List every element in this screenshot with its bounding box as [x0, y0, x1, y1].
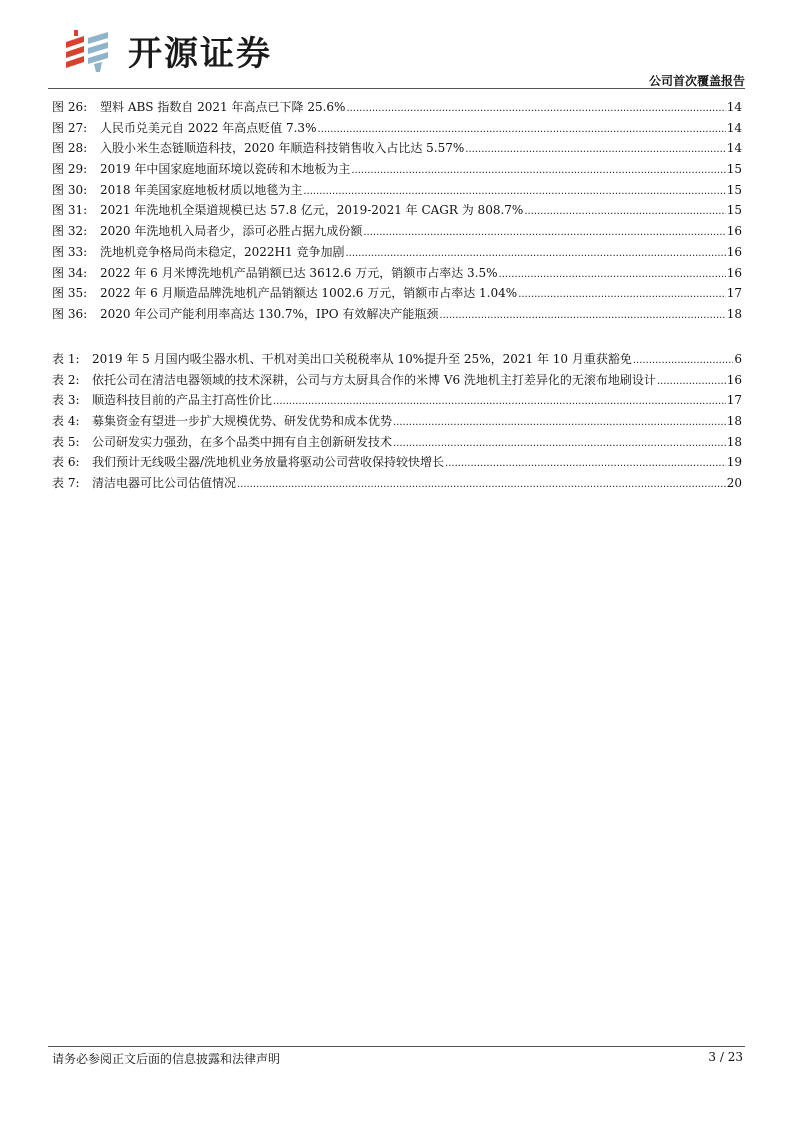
- table-entry[interactable]: [52, 391, 742, 412]
- entry-label: 表 6:: [52, 455, 80, 470]
- figure-entry[interactable]: [52, 119, 742, 140]
- table-list: [52, 350, 742, 495]
- entry-label: 图 29:: [52, 162, 88, 177]
- entry-title[interactable]: 我们预计无线吸尘器/洗地机业务放量将驱动公司营收保持较快增长: [92, 455, 445, 470]
- entry-label: 图 35:: [52, 286, 88, 301]
- figure-entry[interactable]: [52, 160, 742, 181]
- page-number: 3 / 23: [708, 1050, 743, 1064]
- entry-label: 表 1:: [52, 352, 80, 366]
- entry-title[interactable]: 2018 年美国家庭地板材质以地毯为主: [100, 182, 303, 197]
- table-entry[interactable]: [52, 371, 742, 392]
- footer-divider: [48, 1046, 745, 1047]
- entry-title[interactable]: 2019 年中国家庭地面环境以瓷砖和木地板为主: [100, 162, 351, 177]
- entry-label: 图 36:: [52, 306, 88, 321]
- entry-page[interactable]: 18: [726, 414, 742, 429]
- entry-title[interactable]: 2020 年洗地机入局者少，添可必胜占据九成份额: [100, 224, 363, 239]
- entry-label: 表 7:: [52, 476, 80, 491]
- entry-title[interactable]: 2022 年 6 月顺造品牌洗地机产品销额达 1002.6 万元，销额市占率达 1.04%: [100, 286, 518, 301]
- dot-leader: [345, 248, 725, 259]
- entry-label: 图 33:: [52, 244, 88, 259]
- entry-label: 图 28:: [52, 141, 88, 156]
- dot-leader: [524, 206, 725, 217]
- entry-page[interactable]: 18: [726, 306, 742, 321]
- dot-leader: [273, 396, 726, 407]
- figure-entry[interactable]: [52, 243, 742, 264]
- entry-title[interactable]: 2022 年 6 月米博洗地机产品销额已达 3612.6 万元，销额市占率达 3.5%: [100, 265, 498, 280]
- footer-disclaimer: 请务必参阅正文后面的信息披露和法律声明: [52, 1052, 281, 1066]
- entry-page[interactable]: 18: [726, 434, 742, 449]
- entry-title[interactable]: 募集资金有望进一步扩大规模优势、研发优势和成本优势: [92, 414, 393, 429]
- dot-leader: [465, 144, 725, 155]
- dot-leader: [346, 103, 725, 114]
- entry-label: 图 32:: [52, 224, 88, 239]
- entry-label: 图 31:: [52, 203, 88, 218]
- figure-entry[interactable]: [52, 181, 742, 202]
- dot-leader: [518, 289, 726, 300]
- entry-title[interactable]: 2020 年公司产能利用率高达 130.7%，IPO 有效解决产能瓶颈: [100, 306, 439, 321]
- figure-entry[interactable]: [52, 139, 742, 160]
- dot-leader: [351, 165, 725, 176]
- entry-title[interactable]: 2021 年洗地机全渠道规模已达 57.8 亿元，2019-2021 年 CAGR 为 808.7%: [100, 203, 524, 218]
- entry-title[interactable]: 洗地机竞争格局尚未稳定，2022H1 竞争加剧: [100, 244, 345, 259]
- entry-page[interactable]: 6: [734, 352, 742, 366]
- logo-mark-icon: [62, 28, 122, 74]
- dot-leader: [303, 186, 725, 197]
- entry-label: 表 2:: [52, 372, 80, 387]
- entry-page[interactable]: 17: [726, 393, 742, 408]
- entry-label: 表 3:: [52, 393, 80, 408]
- figure-entry[interactable]: [52, 264, 742, 285]
- table-entry[interactable]: [52, 350, 742, 371]
- table-entry[interactable]: [52, 453, 742, 474]
- table-entry[interactable]: [52, 433, 742, 454]
- entry-title[interactable]: 2019 年 5 月国内吸尘器水机、干机对美出口关税税率从 10%提升至 25%，2021 年 10 月重获豁免: [92, 352, 632, 366]
- entry-title[interactable]: 入股小米生态链顺造科技，2020 年顺造科技销售收入占比达 5.57%: [100, 141, 465, 156]
- figure-entry[interactable]: [52, 98, 742, 119]
- figure-entry[interactable]: [52, 222, 742, 243]
- entry-title[interactable]: 清洁电器可比公司估值情况: [92, 476, 237, 491]
- entry-page[interactable]: 15: [726, 203, 742, 218]
- dot-leader: [657, 376, 726, 387]
- entry-page[interactable]: 14: [726, 120, 742, 135]
- table-entry[interactable]: [52, 412, 742, 433]
- entry-page[interactable]: 16: [726, 224, 742, 239]
- entry-page[interactable]: 15: [726, 182, 742, 197]
- brand-logo: [62, 26, 272, 75]
- entry-page[interactable]: 15: [726, 162, 742, 177]
- dot-leader: [393, 438, 726, 449]
- figure-entry[interactable]: [52, 284, 742, 305]
- entry-page[interactable]: 14: [726, 141, 742, 156]
- entry-label: 图 34:: [52, 265, 88, 280]
- entry-title[interactable]: 依托公司在清洁电器领域的技术深耕，公司与方太厨具合作的米博 V6 洗地机主打差异化的无滚布地刷设计: [92, 372, 656, 387]
- entry-page[interactable]: 16: [726, 244, 742, 259]
- header-divider: [48, 88, 745, 89]
- figure-entry[interactable]: [52, 201, 742, 222]
- entry-label: 表 4:: [52, 414, 80, 429]
- dot-leader: [445, 458, 726, 469]
- entry-label: 图 26:: [52, 100, 88, 114]
- entry-title[interactable]: 人民币兑美元自 2022 年高点贬值 7.3%: [100, 120, 317, 135]
- entry-title[interactable]: 顺造科技目前的产品主打高性价比: [92, 393, 273, 408]
- dot-leader: [317, 124, 725, 135]
- entry-page[interactable]: 16: [726, 372, 742, 387]
- report-type: 公司首次覆盖报告: [648, 74, 745, 88]
- figure-entry[interactable]: [52, 305, 742, 326]
- table-entry[interactable]: [52, 474, 742, 495]
- entry-label: 图 30:: [52, 182, 88, 197]
- entry-label: 表 5:: [52, 434, 80, 449]
- dot-leader: [363, 227, 725, 238]
- dot-leader: [439, 310, 725, 321]
- entry-label: 图 27:: [52, 120, 88, 135]
- brand-name: 开源证券: [128, 34, 272, 74]
- dot-leader: [237, 479, 726, 490]
- entry-page[interactable]: 16: [726, 265, 742, 280]
- footer: [52, 1050, 743, 1067]
- entry-page[interactable]: 17: [726, 286, 742, 301]
- entry-page[interactable]: 14: [726, 100, 742, 114]
- entry-title[interactable]: 公司研发实力强劲，在多个品类中拥有自主创新研发技术: [92, 434, 393, 449]
- entry-page[interactable]: 19: [726, 455, 742, 470]
- dot-leader: [393, 417, 726, 428]
- entry-page[interactable]: 20: [726, 476, 742, 491]
- dot-leader: [633, 355, 734, 366]
- entry-title[interactable]: 塑料 ABS 指数自 2021 年高点已下降 25.6%: [100, 100, 346, 114]
- dot-leader: [499, 269, 726, 280]
- figure-list: [52, 98, 742, 326]
